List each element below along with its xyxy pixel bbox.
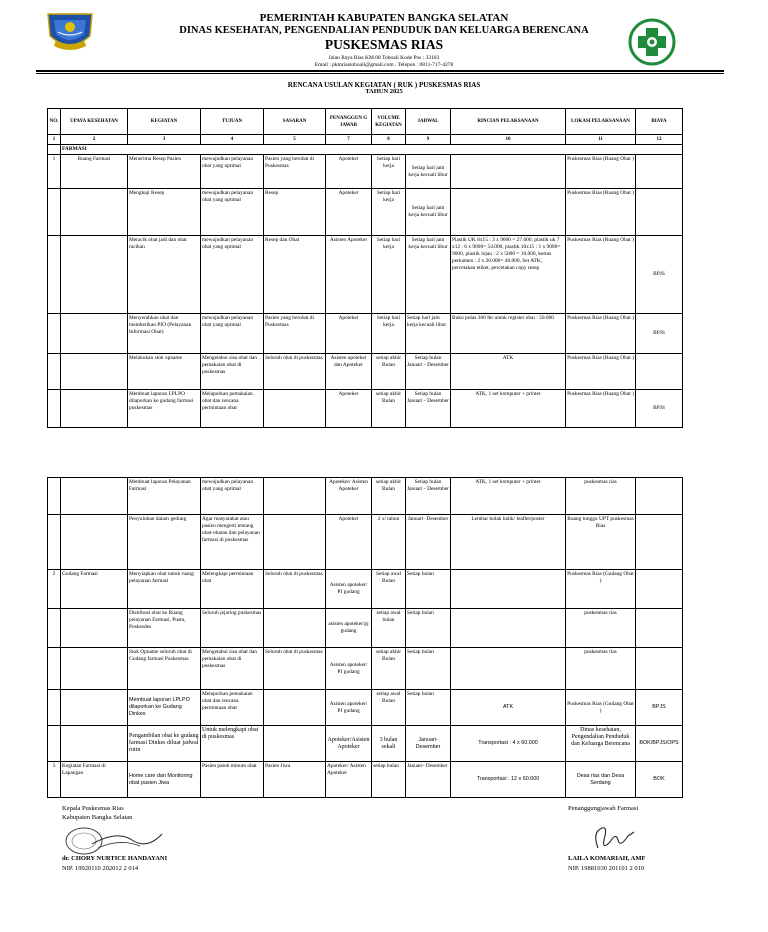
cell-upaya: Ruang Farmasi [61, 155, 128, 189]
cell-jadwal: Setiap bulan [406, 609, 451, 648]
cell-tujuan: Agar masyarakat atau pasien mengerti tentang obat-obatan dan pelayanan farmasi di puskesmas [201, 515, 264, 570]
col-header-biaya: BIAYA [636, 109, 683, 135]
cell-pj: Asisten apoteker dan Apoteker [326, 354, 372, 390]
cell-no [48, 648, 61, 690]
col-number: 11 [566, 135, 636, 145]
cell-jadwal: Setiap bulan Januari - Desember [406, 478, 451, 515]
cell-upaya [61, 609, 128, 648]
cell-upaya [61, 726, 128, 762]
cell-pj: Apoteker [326, 314, 372, 354]
table-row [48, 189, 683, 236]
cell-volume: setiap akhir Bulan [372, 478, 406, 515]
cell-tujuan: mewujudkan pelayanan obat yang optimal [201, 155, 264, 189]
table-row [48, 155, 683, 189]
cell-rincian: Transportasi : 12 x 60.000 [451, 762, 566, 798]
col-header-jadwal: JADWAL [406, 109, 451, 135]
cell-rincian: ATK [451, 354, 566, 390]
table-row [48, 762, 683, 798]
cell-sasaran: Resep [264, 189, 326, 236]
cell-tujuan: mewujudkan pelayanan obat yang optimal [201, 236, 264, 314]
cell-kegiatan: Menyerahkan obat dan memberikan PIO (Pelayanan Informasi Obat) [128, 314, 201, 354]
cell-no [48, 690, 61, 726]
cell-kegiatan: Stok Opname seluruh obat di Gudang farmasi Puskesmas [128, 648, 201, 690]
cell-upaya: Kegiatan Farmasi di Lapangan [61, 762, 128, 798]
signatory-left-subtitle: Kabupaten Bangka Selatan [62, 814, 133, 821]
cell-sasaran [264, 515, 326, 570]
ruk-table-part1 [47, 108, 683, 428]
table-row [48, 390, 683, 428]
header-puskesmas: PUSKESMAS RIAS [324, 37, 444, 52]
cell-upaya [61, 515, 128, 570]
table-row [48, 609, 683, 648]
cell-lokasi: puskesmas rias [566, 609, 636, 648]
col-number: 9 [406, 135, 451, 145]
cell-tujuan: Melaporkan pemakaian obat dan rencana permintaan obat [201, 390, 264, 428]
cell-no [48, 609, 61, 648]
cell-lokasi: Dinas kesehatan, Pengendalian Penduduk dan Keluarga Berencana [566, 726, 636, 762]
col-number: 4 [201, 135, 264, 145]
cell-lokasi: Ruang tunggu UPT puskesmas Rias [566, 515, 636, 570]
table-row [48, 515, 683, 570]
cell-kegiatan: Membuat laporan LPLPO dilaporkan ke gudang farmasi puskesmas [128, 390, 201, 428]
cell-biaya [636, 609, 683, 648]
table-row [48, 236, 683, 314]
cell-jadwal: Setiap hari jam kerja kecuali libur [406, 236, 451, 314]
cell-no [48, 390, 61, 428]
cell-pj: Asisten apoteker/ PJ gudang [326, 690, 372, 726]
table-row [48, 478, 683, 515]
cell-upaya [61, 690, 128, 726]
section-row [48, 145, 683, 155]
signatory-right-nip: NIP. 19881030 201101 2 010 [568, 865, 645, 872]
cell-pj: Apoteker/ Asisten Apoteker [326, 762, 372, 798]
table-header-row [48, 109, 683, 135]
cell-jadwal: Setiap hari jam kerja kecuali libur [406, 189, 451, 236]
cell-kegiatan: Menerima Resep Pasien [128, 155, 201, 189]
col-number: 3 [128, 135, 201, 145]
cell-volume: setiap akhir Bulan [372, 390, 406, 428]
cell-sasaran: Seluruh obat di puskesmas [264, 648, 326, 690]
cell-upaya [61, 236, 128, 314]
signatory-right-name: LAILA KOMARIAH, AMF [568, 855, 646, 862]
col-number: 5 [264, 135, 326, 145]
table-row [48, 570, 683, 609]
cell-volume: Setiap hari kerja [372, 236, 406, 314]
cell-lokasi: Desa rias dan Desa Serdang [566, 762, 636, 798]
column-number-row [48, 135, 683, 145]
cell-biaya [636, 478, 683, 515]
header-contact: Email : pkmriastoboali@gmail.com . Telepon : 0811-717-4278 [314, 62, 454, 68]
cell-pj: Asisten Apoteker [326, 236, 372, 314]
cell-no: 1 [48, 155, 61, 189]
cell-lokasi: Puskesmas Rias (Gudang Obat ) [566, 570, 636, 609]
cell-kegiatan: Mengkaji Resep [128, 189, 201, 236]
signatory-left-title: Kepala Puskesmas Rias [62, 805, 124, 812]
cell-pj: Apoteker [326, 515, 372, 570]
cell-tujuan: mewujudkan pelayanan obat yang optimal [201, 189, 264, 236]
cell-jadwal: Setiap hari jam kerja kecuali libur [406, 155, 451, 189]
cell-rincian: ATK [451, 690, 566, 726]
cell-upaya [61, 390, 128, 428]
col-header-rincian: RINCIAN PELAKSANAAN [451, 109, 566, 135]
cell-no [48, 236, 61, 314]
col-header-upaya: UPAYA KESEHATAN [61, 109, 128, 135]
cell-kegiatan: Penyuluhan dalam gedung [128, 515, 201, 570]
document-year: TAHUN 2025 [365, 88, 403, 95]
header-government: PEMERINTAH KABUPATEN BANGKA SELATAN [259, 12, 509, 24]
cell-rincian: Buku polas 300 lbr untuk register obat : 50.000 [451, 314, 566, 354]
cell-sasaran [264, 609, 326, 648]
cell-jadwal: Januari- Desember [406, 515, 451, 570]
cell-sasaran: Pasien Jiwa [264, 762, 326, 798]
ruk-table-part2 [47, 477, 683, 798]
cell-pj: Apoteker [326, 189, 372, 236]
cell-no [48, 515, 61, 570]
cell-lokasi: puskesmas rias [566, 648, 636, 690]
cell-tujuan: Melaporkan pemakaian obat dan rencana permintaan obat [201, 690, 264, 726]
signatory-left-nip: NIP. 19920110 202012 2 014 [62, 865, 139, 872]
cell-volume: setiap akhir Bulan [372, 648, 406, 690]
cell-tujuan: Melengkapi permintaan obat [201, 570, 264, 609]
col-number: 12 [636, 135, 683, 145]
cell-lokasi: Puskesmas Rias (Ruang Obat ) [566, 155, 636, 189]
cell-sasaran: Seluruh obat di puskesmas [264, 354, 326, 390]
cell-biaya: BPJS [636, 690, 683, 726]
cell-tujuan: Untuk melengkapi obat di puskesmas [201, 726, 264, 762]
cell-kegiatan: Distribusi obat ke Ruang pelayanan Farmasi, Pustu, Poskesdes [128, 609, 201, 648]
cell-lokasi: Puskesmas Rias (Ruang Obat ) [566, 390, 636, 428]
cell-tujuan: mewujudkan pelayanan obat yang optimal [201, 314, 264, 354]
cell-rincian: Plastik UK 8x15 : 3 x 9000 = 27.000, plastik uk 7 x12 : 6 x 9000= 54.000, plastik 10x15 : 1 x 9000= 9000, plastik lojau : 2 x 5000 = 10.000, kertas perkamen : 2 x 20.000= 40.000, Set ATK, percetakan etiket, percetakan copy resep [451, 236, 566, 314]
cell-sasaran: Pasien yang berobat di Puskesmas [264, 314, 326, 354]
col-number: 2 [61, 135, 128, 145]
header-rule-thin [36, 73, 724, 74]
cell-tujuan: mewujudkan pelayanan obat yang optimal [201, 478, 264, 515]
cell-biaya [636, 354, 683, 390]
cell-jadwal: Setiap bulan [406, 570, 451, 609]
cell-sasaran [264, 478, 326, 515]
cell-volume: Setiap awal Bulan [372, 570, 406, 609]
cell-rincian: Lembar bolak balik/ leaflet/poster [451, 515, 566, 570]
cell-rincian: Transportasi : 4 x 60.000 [451, 726, 566, 762]
cell-tujuan: Mengetahui sisa obat dan pemakaian obat di puskesmas [201, 648, 264, 690]
cell-biaya: BPJS [636, 236, 683, 314]
cell-volume: Setiap hari kerja [372, 189, 406, 236]
col-number: 10 [451, 135, 566, 145]
col-header-volume: VOLUME KEGIATAN [372, 109, 406, 135]
cell-biaya: BOK/BPJS/OPS [636, 726, 683, 762]
cell-jadwal: Setiap hari jam kerja kecuali libur [406, 314, 451, 354]
cell-biaya [636, 189, 683, 236]
signatory-left-block [62, 804, 132, 822]
section-label: FARMASI [61, 145, 683, 155]
cell-tujuan: Seluruh jejaring puskesmas [201, 609, 264, 648]
cell-no [48, 726, 61, 762]
cell-volume: setiap akhir Bulan [372, 354, 406, 390]
cell-biaya: BPJS [636, 314, 683, 354]
cell-lokasi: puskesmas rias [566, 478, 636, 515]
cell-upaya [61, 354, 128, 390]
cell-lokasi: Puskesmas Rias (Gudang Obat ) [566, 690, 636, 726]
cell-pj: Apoteker/ Asisten Apoteker [326, 478, 372, 515]
cell-biaya: BOK [636, 762, 683, 798]
cell-volume: 2 x/ tahun [372, 515, 406, 570]
cell-jadwal: Setiap bulan Januari - Desember [406, 354, 451, 390]
cell-no [48, 354, 61, 390]
header-address: Jalan Raya Rias KM.08 Toboali Kode Pos : 33183 [328, 55, 440, 61]
cell-lokasi: Puskesmas Rias (Ruang Obat ) [566, 189, 636, 236]
cell-jadwal: Setiap bulan [406, 690, 451, 726]
cell-sasaran [264, 690, 326, 726]
cell-biaya [636, 570, 683, 609]
col-number: 1 [48, 135, 61, 145]
cell-pj: asisten apoteker/pj gudang [326, 609, 372, 648]
cell-kegiatan: Membuat laporan LPLPO dilaporkan ke Gudang Dinkes [128, 690, 201, 726]
table-row [48, 354, 683, 390]
cell-kegiatan: Menyiapkan obat untuk ruang pelayanan farmasi [128, 570, 201, 609]
cell-upaya [61, 314, 128, 354]
col-header-kegiatan: KEGIATAN [128, 109, 201, 135]
cell-no [48, 478, 61, 515]
header-rule-thick [36, 70, 724, 72]
col-header-sasaran: SASARAN [264, 109, 326, 135]
cell-no [48, 189, 61, 236]
cell-rincian [451, 155, 566, 189]
cell-pj: Asisten apoteker/ PJ gudang [326, 648, 372, 690]
header-department: DINAS KESEHATAN, PENGENDALIAN PENDUDUK DAN KELUARGA BERENCANA [179, 25, 589, 36]
document-title: RENCANA USULAN KEGIATAN ( RUK ) PUSKESMAS RIAS [287, 81, 481, 89]
table-row [48, 690, 683, 726]
cell-lokasi: Puskesmas Rias (Ruang Obat ) [566, 314, 636, 354]
cell-jadwal: Januari- Desember [406, 762, 451, 798]
cell-upaya [61, 189, 128, 236]
cell-rincian [451, 609, 566, 648]
cell-lokasi: Puskesmas Rias (Ruang Obat ) [566, 236, 636, 314]
cell-kegiatan: Pengambilan obat ke gudang farmasi Dinkes diluar jadwal rutin [128, 726, 201, 762]
cell-upaya: Gudang Farmasi [61, 570, 128, 609]
col-header-lokasi: LOKASI PELAKSANAAN [566, 109, 636, 135]
cell-upaya [61, 478, 128, 515]
cell-jadwal: Januari- Desember [406, 726, 451, 762]
col-number: 7 [326, 135, 372, 145]
col-number: 8 [372, 135, 406, 145]
cell-volume: setiap awal bulan [372, 609, 406, 648]
cell-volume: Setiap hari kerja [372, 314, 406, 354]
cell-upaya [61, 648, 128, 690]
cell-tujuan: Mengetahui sisa obat dan pemakaian obat di puskesmas [201, 354, 264, 390]
cell-no: 3 [48, 762, 61, 798]
col-header-pj: PENANGGUN G JAWAB [326, 109, 372, 135]
cell-pj: Apoteker/Asisten Apoteker [326, 726, 372, 762]
cell-sasaran [264, 726, 326, 762]
table-row [48, 314, 683, 354]
cell-rincian [451, 570, 566, 609]
cell-biaya [636, 515, 683, 570]
cell-kegiatan: Melakukan stok opname [128, 354, 201, 390]
cell-no: 2 [48, 570, 61, 609]
cell-pj: Asisten apoteker/ PJ gudang [326, 570, 372, 609]
cell-sasaran [264, 390, 326, 428]
cell-kegiatan: Home care dan Monitoring obat pasien Jiwa [128, 762, 201, 798]
cell-volume: 3 bulan sekali [372, 726, 406, 762]
signatory-right-title: Penanggungjawab Farmasi [568, 805, 639, 812]
cell-kegiatan: Membuat laporan Pelayanan Farmasi [128, 478, 201, 515]
cell-sasaran: Pasien yang berobat di Puskesmas [264, 155, 326, 189]
table-row [48, 648, 683, 690]
col-header-no: NO. [48, 109, 61, 135]
cell-volume: setiap awal Bulan [372, 690, 406, 726]
cell-pj: Apoteker [326, 155, 372, 189]
cell-volume: Setiap hari kerja [372, 155, 406, 189]
cell-kegiatan: Meracik obat jadi dan obat racikan [128, 236, 201, 314]
signatory-left-name: dr. CHORY NURTICE HANDAYANI [62, 855, 168, 862]
cell-sasaran: Seluruh obat di puskesmas [264, 570, 326, 609]
table-row [48, 726, 683, 762]
cell-pj: Apoteker [326, 390, 372, 428]
cell-biaya [636, 648, 683, 690]
cell-volume: setiap bulan [372, 762, 406, 798]
cell-jadwal: Setiap bulan Januari - Desember [406, 390, 451, 428]
cell-rincian [451, 648, 566, 690]
cell-lokasi: Puskesmas Rias (Ruang Obat ) [566, 354, 636, 390]
cell-biaya [636, 155, 683, 189]
col-header-tujuan: TUJUAN [201, 109, 264, 135]
cell-no [48, 314, 61, 354]
cell-rincian: ATK, 1 set komputer + printer [451, 390, 566, 428]
cell-tujuan: Pasien patuh minum obat [201, 762, 264, 798]
cell-sasaran: Resep dan Obat [264, 236, 326, 314]
cell-rincian [451, 189, 566, 236]
cell-biaya: BPJS [636, 390, 683, 428]
cell-rincian: ATK, 1 set komputer + printer [451, 478, 566, 515]
cell-jadwal: Setiap bulan [406, 648, 451, 690]
